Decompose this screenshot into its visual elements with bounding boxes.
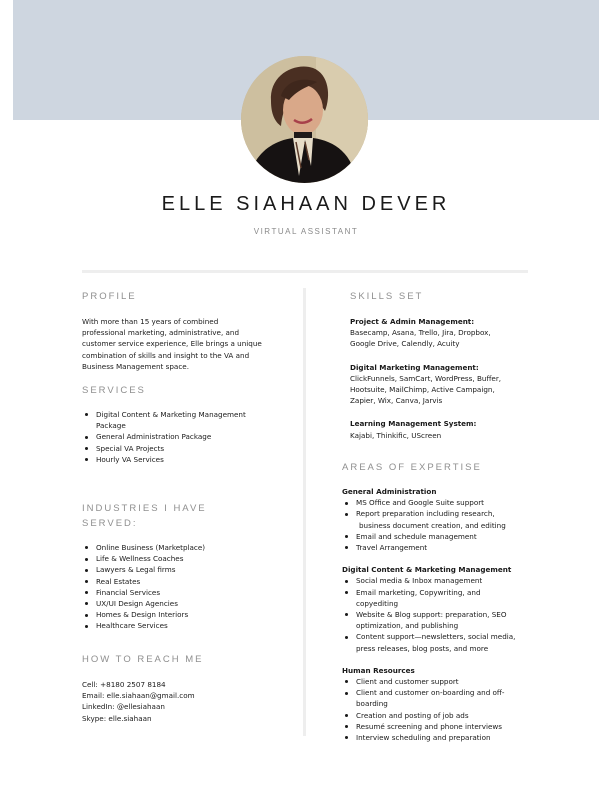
job-title: VIRTUAL ASSISTANT	[253, 227, 359, 236]
list-item: Digital Content & Marketing Management Package	[82, 409, 272, 431]
industries-list	[82, 542, 282, 632]
expertise-list	[342, 497, 542, 553]
services-heading: SERVICES	[82, 385, 146, 396]
profile-heading: PROFILE	[82, 291, 137, 302]
list-item: General Administration Package	[82, 431, 272, 442]
skills-line: Zapier, Wix, Canva, Jarvis	[350, 396, 443, 406]
skills-group	[350, 418, 550, 440]
industries-heading-line1: INDUSTRIES I HAVE	[82, 503, 207, 514]
expertise-group-heading: Digital Content & Marketing Management	[342, 565, 512, 575]
skills-line: Basecamp, Asana, Trello, Jira, Dropbox,	[350, 328, 491, 338]
skills-section	[350, 289, 550, 441]
skills-group	[350, 316, 550, 350]
expertise-group	[342, 665, 542, 743]
skills-line: Kajabi, Thinkific, UScreen	[350, 430, 442, 440]
skills-line: Google Drive, Calendly, Acuity	[350, 339, 460, 349]
list-item: Real Estates	[82, 576, 282, 587]
list-item: Client and customer on-boarding and off-boarding	[342, 687, 527, 709]
horizontal-divider	[82, 270, 528, 273]
list-item: Life & Wellness Coaches	[82, 553, 282, 564]
list-item: Resumé screening and phone interviews	[342, 721, 532, 732]
list-item: Special VA Projects	[82, 443, 272, 454]
skills-group-heading: Project & Admin Management:	[350, 317, 475, 326]
expertise-group	[342, 564, 542, 654]
list-item: MS Office and Google Suite support	[342, 497, 542, 508]
vertical-divider	[303, 288, 306, 736]
skills-group-heading: Learning Management System:	[350, 419, 477, 429]
expertise-section	[342, 460, 542, 743]
list-item-continuation: business document creation, and editing	[359, 520, 506, 530]
profile-text: With more than 15 years of combined professional marketing, administrative, and customer service experience, Elle brings a unique combination of skills and insight to the VA and Business Management space.	[82, 317, 262, 371]
list-item: Travel Arrangement	[342, 542, 542, 553]
candidate-name: ELLE SIAHAAN DEVER	[161, 193, 451, 215]
expertise-list	[342, 575, 532, 653]
skills-group	[350, 362, 550, 407]
services-section	[82, 383, 282, 465]
list-item: Report preparation including research,	[342, 508, 542, 519]
list-item: Social media & Inbox management	[342, 575, 532, 586]
list-item: UX/UI Design Agencies	[82, 598, 282, 609]
expertise-group-heading: Human Resources	[342, 665, 415, 675]
list-item: Healthcare Services	[82, 620, 282, 631]
list-item: Lawyers & Legal firms	[82, 564, 282, 575]
profile-section	[82, 289, 282, 372]
contact-email[interactable]: Email: elle.siahaan@gmail.com	[82, 691, 195, 701]
skills-line: ClickFunnels, SamCart, WordPress, Buffer,	[350, 373, 502, 383]
contact-cell: Cell: +8180 2507 8184	[82, 680, 166, 689]
contact-section	[82, 652, 282, 724]
contact-linkedin: LinkedIn: @ellesiahaan	[82, 702, 165, 712]
list-item: Email and schedule management	[342, 531, 542, 542]
list-item: Interview scheduling and preparation	[342, 732, 532, 743]
portrait-icon	[241, 56, 368, 183]
skills-heading: SKILLS SET	[350, 291, 424, 302]
list-item: Email marketing, Copywriting, and copyediting	[342, 587, 492, 609]
list-item: Homes & Design Interiors	[82, 609, 282, 620]
expertise-heading: AREAS OF EXPERTISE	[342, 462, 482, 473]
list-item: Online Business (Marketplace)	[82, 542, 282, 553]
list-item: Content support—newsletters, social media, press releases, blog posts, and more	[342, 631, 532, 653]
industries-section	[82, 501, 282, 632]
list-item: Client and customer support	[342, 676, 532, 687]
expertise-list	[342, 676, 532, 743]
contact-skype: Skype: elle.siahaan	[82, 713, 152, 723]
list-item: Website & Blog support: preparation, SEO optimization, and publishing	[342, 609, 532, 631]
list-item: Financial Services	[82, 587, 282, 598]
profile-photo	[241, 56, 368, 183]
industries-heading-line2: SERVED:	[82, 518, 138, 529]
contact-heading: HOW TO REACH ME	[82, 654, 204, 665]
skills-group-heading: Digital Marketing Management:	[350, 362, 479, 372]
list-item: Hourly VA Services	[82, 454, 272, 465]
list-item: Creation and posting of job ads	[342, 710, 532, 721]
expertise-group	[342, 486, 542, 553]
skills-line: Hootsuite, MailChimp, Active Campaign,	[350, 385, 495, 395]
expertise-group-heading: General Administration	[342, 487, 437, 496]
services-list	[82, 409, 272, 465]
